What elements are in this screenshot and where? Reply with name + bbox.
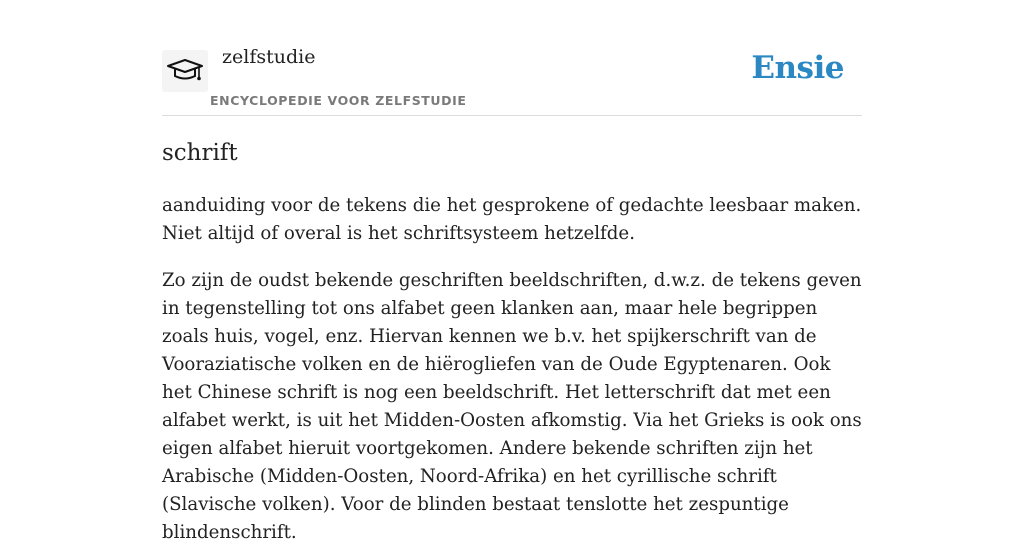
- site-name-link[interactable]: zelfstudie: [222, 46, 316, 68]
- article-paragraph-2: Zo zijn de oudst bekende geschriften beeldschriften, d.w.z. de tekens geven in tegenstelling tot ons alfabet geen klanken aan, maar hele begrippen zoals huis, vogel, enz. Hiervan kennen we b.v. het spijkerschrift van de Vooraziatische volken en de hiërogliefen van de Oude Egyptenaren. Ook het Chinese schrift is nog een beeldschrift. Het letterschrift dat met een alfabet werkt, is uit het Midden-Oosten afkomstig. Via het Grieks is ook ons eigen alfabet hieruit voortgekomen. Andere bekende schriften zijn het Arabische (Midden-Oosten, Noord-Afrika) en het cyrillische schrift (Slavische volken). Voor de blinden bestaat tenslotte het zespuntige blindenschrift.: [162, 270, 862, 543]
- site-tagline: ENCYCLOPEDIE VOOR ZELFSTUDIE: [210, 93, 467, 108]
- brand-logo-link[interactable]: Ensie: [751, 50, 844, 86]
- article-paragraph-1: aanduiding voor de tekens die het gesprokene of gedachte leesbaar maken. Niet altijd of overal is het schriftsysteem hetzelfde.: [162, 195, 862, 244]
- article-title: schrift: [162, 140, 238, 166]
- site-header: [162, 0, 862, 116]
- site-logo[interactable]: [162, 50, 208, 92]
- page-container: [162, 0, 862, 543]
